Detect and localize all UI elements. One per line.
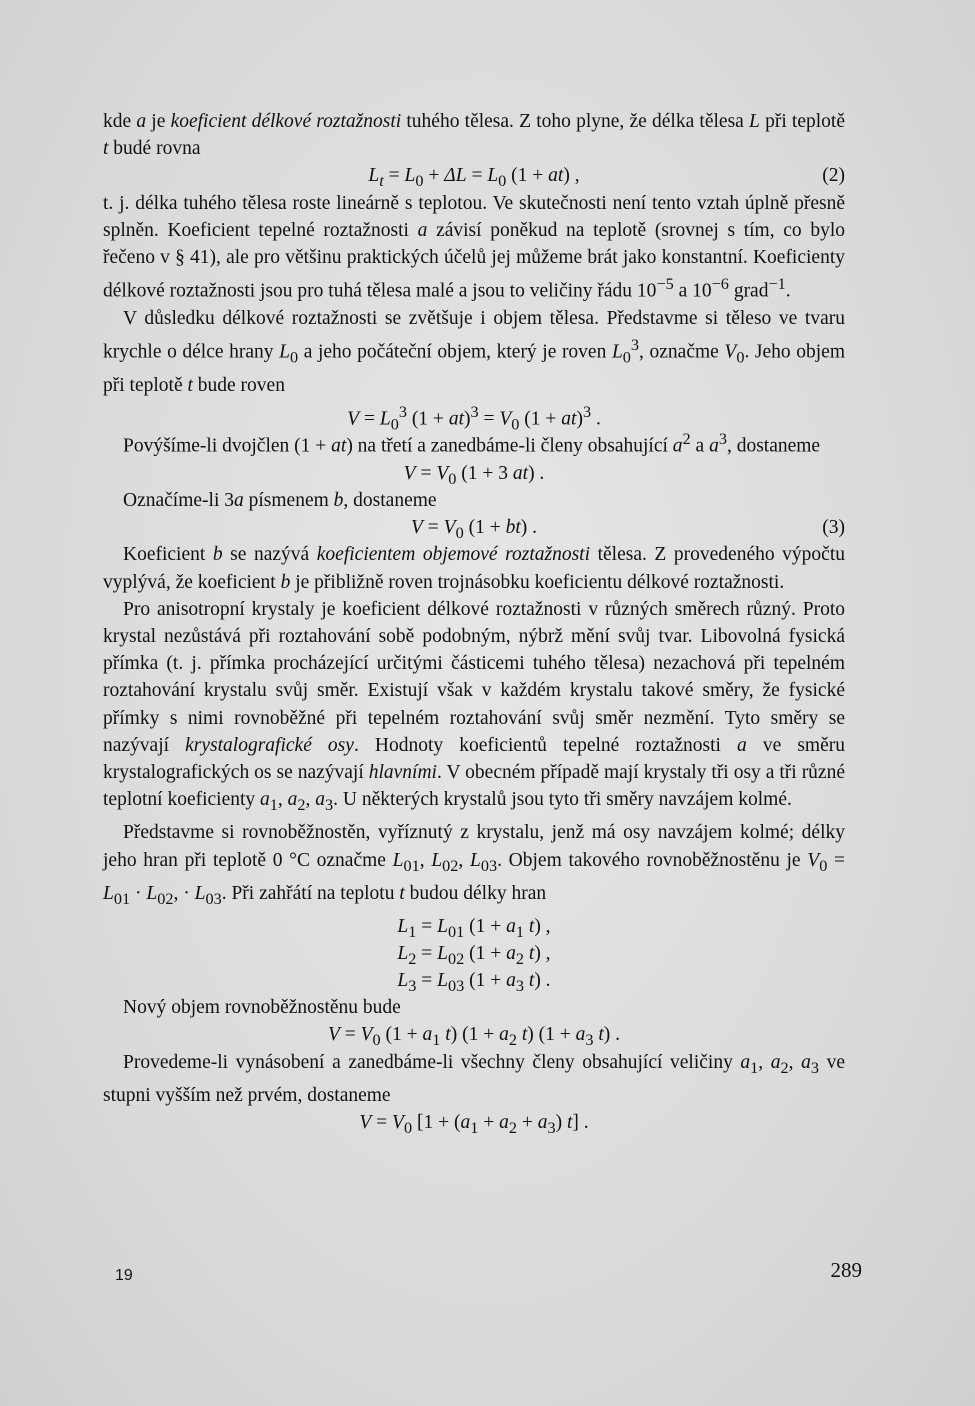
paragraph-p10: Provedeme-li vynásobení a zanedbáme-li všechny členy obsahující veličiny $a_1$, $a_2$, $a_3$ ve stupni vyšším než prvém, dostaneme	[103, 1051, 846, 1106]
paragraph-p6: Koeficient b se nazývá koeficientem objemové roztažnosti tělesa. Z provedeného výpočtu vyplývá, že koeficient b je přibližně roven trojnásobku koeficientu délkové roztažnosti.	[103, 544, 845, 593]
equation-formula: $V = L_0^3$ $(1 + at)^3 = V_0$ (1 + at)$^3$ .	[347, 402, 601, 434]
equation-formula: $V = V_0$ ($1 + a_1$ t) ($1 + a_2$ t) ($1 + a_3$ t) .	[327, 1024, 621, 1050]
equation-eq5	[103, 913, 845, 940]
equation-formula: $L_1 = L_{01}$ ($1 + a_1$ t) ,	[397, 915, 551, 941]
equation-formula: $V = V_0$ (1 + 3 at) .	[403, 462, 545, 488]
equation-formula: $L_t = L_0 + \Delta L = L_0$ (1 + at) ,	[368, 165, 580, 191]
paragraph-p4: Povýšíme-li dvojčlen (1 + at) na třetí a zanedbáme-li členy obsahující $a^2$ a $a^3$, dostaneme	[123, 430, 821, 457]
paragraph-p3: V důsledku délkové roztažnosti se zvětšuje i objem tělesa. Představme si těleso ve tvaru krychle o délce hrany $L_0$ a jeho počáteční objem, který je roven $L_0^3$, označme $V_0$. Jeho objem při teplotě t bude roven	[103, 307, 845, 396]
page-number: 289	[830, 1258, 862, 1282]
signature-mark: 19	[115, 1267, 133, 1284]
paragraph-p1: kde a je koeficient délkové roztažnosti tuhého tělesa. Z toho plyne, že délka tělesa L při teplotě t budé rovna	[103, 111, 845, 160]
page-body	[103, 108, 845, 1136]
paragraph-p2: t. j. délka tuhého tělesa roste lineárně s teplotou. Ve skutečnosti není tento vztah úplně přesně splněn. Koeficient tepelné roztažnosti a závisí poněkud na teplotě (srovnej s tím, co bylo řečeno v § 41), ale pro většinu praktických účelů jej můžeme brát jako konstantní. Koeficienty délkové roztažnosti jsou pro tuhá tělesa malé a jsou to veličiny řádu $10^{-5}$ a $10^{-6}$ grad$^{-1}$.	[103, 192, 846, 302]
equation-eq9	[103, 1109, 845, 1136]
equation-formula: $L_3 = L_{03}$ ($1 + a_3$ t) .	[397, 970, 551, 995]
equation-formula: $V = V_0$ (1 + bt) .	[410, 517, 537, 543]
equation-number: (2)	[822, 165, 845, 187]
equation-formula: $L_2 = L_{02}$ ($1 + a_2$ t) ,	[397, 942, 551, 968]
equation-formula: $V = V_0$ [$1 + (a_1 + a_2 + a_3)$ t] .	[359, 1111, 589, 1137]
equation-eq8	[103, 1021, 845, 1048]
equation-eq4	[103, 514, 845, 541]
paragraph-p9: Nový objem rovnoběžnostěnu bude	[123, 997, 401, 1019]
equation-number: (3)	[822, 517, 845, 539]
equation-eq6	[103, 940, 845, 967]
paragraph-p8: Představme si rovnoběžnostěn, vyříznutý z krystalu, jenž má osy navzájem kolmé; délky jeho hran při teplotě 0 °C označme $L_{01}$, $L_{02}$, $L_{03}$. Objem takového rovnoběžnostěnu je $V_0 = L_{01} \cdot L_{02}$, · $L_{03}$. Při zahřátí na teplotu t budou délky hran	[103, 822, 846, 908]
paragraph-p7: Pro anisotropní krystaly je koeficient délkové roztažnosti v různých směrech různý. Proto krystal nezůstává při roztahování sobě podobným, nýbrž mění svůj tvar. Libovolná fysická přímka (t. j. přímka procházející určitými částicemi tuhého tělesa) nezachová při tepelném roztahování krystalu svůj směr. Existují však v každém krystalu takové směry, že fysické přímky s nimi rovnoběžné při tepelném roztahování svůj směr nezmění. Tyto směry se nazývají krystalografické osy. Hodnoty koeficientů tepelné roztažnosti a ve směru krystalografických os se nazývají hlavními. V obecném případě mají krystaly tři osy a tři různé teplotní koeficienty $a_1$, $a_2$, $a_3$. U některých krystalů jsou tyto tři směry navzájem kolmé.	[103, 598, 845, 815]
paragraph-p5: Označíme-li 3a písmenem b, dostaneme	[123, 489, 437, 511]
equation-eq2	[103, 399, 845, 434]
equation-eq3	[103, 460, 845, 487]
equation-eq7	[103, 967, 845, 994]
equation-eq1	[103, 162, 845, 189]
